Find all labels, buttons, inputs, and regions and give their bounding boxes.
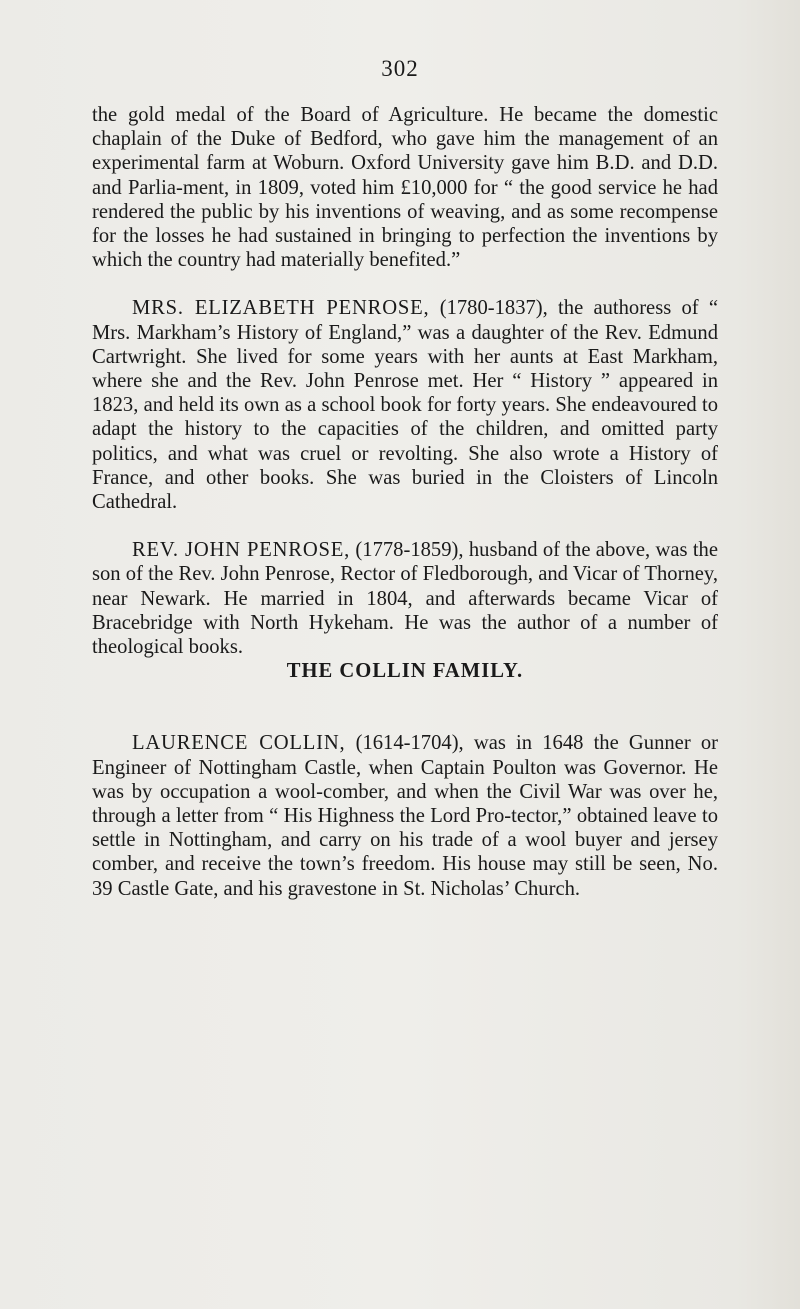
paragraph-john-penrose xyxy=(92,538,718,659)
section-heading: THE COLLIN FAMILY. xyxy=(286,660,524,683)
page-body xyxy=(92,103,718,901)
paragraph-laurence-collin xyxy=(92,731,718,900)
paragraph-text: (1780-1837), the authoress of “ Mrs. Markham’s History of England,” was a daughter of the Rev. Edmund Cartwright. She lived for some years with her aunts at East Markham, where she and the Rev. John Penrose met. Her “ History ” appeared in 1823, and held its own as a school book for forty years. She endeavoured to adapt the history to the capacities of the children, and omitted party politics, and what was cruel or revolting. She also wrote a History of France, and other books. She was buried in the Cloisters of Lincoln Cathedral. xyxy=(92,297,718,514)
paragraph-text: the gold medal of the Board of Agriculture. He became the domestic chaplain of the Duke of Bedford, who gave him the management of an experimental farm at Woburn. Oxford University gave him B.D. and D.D. and Parlia-ment, in 1809, voted him £10,000 for “ the good service he had rendered the public by his inventions of weaving, and as some recompense for the losses he had sustained in bringing to perfection the inventions by which the country had materially benefited.” xyxy=(92,104,718,272)
paragraph-text: (1614-1704), was in 1648 the Gunner or Engineer of Nottingham Castle, when Captain Poulton was Governor. He was by occupation a wool-comber, and when the Civil War was over he, through a letter from “ His Highness the Lord Pro-tector,” obtained leave to settle in Nottingham, and carry on his trade of a wool buyer and jersey comber, and receive the town’s freedom. His house may still be seen, No. 39 Castle Gate, and his gravestone in St. Nicholas’ Church. xyxy=(92,732,718,900)
paragraph-elizabeth-penrose xyxy=(92,296,718,514)
entry-name: MRS. ELIZABETH PENROSE, xyxy=(132,297,430,320)
paragraph-text: (1778-1859), husband of the above, was the son of the Rev. John Penrose, Rector of Fledborough, and Vicar of Thorney, near Newark. He married in 1804, and afterwards became Vicar of Bracebridge with North Hykeham. He was the author of a number of theological books. xyxy=(92,539,718,659)
entry-name: REV. JOHN PENROSE, xyxy=(132,539,351,562)
paragraph-cartwright-continued xyxy=(92,103,718,272)
page-number: 302 xyxy=(381,56,419,81)
entry-name: LAURENCE COLLIN, xyxy=(132,732,346,755)
